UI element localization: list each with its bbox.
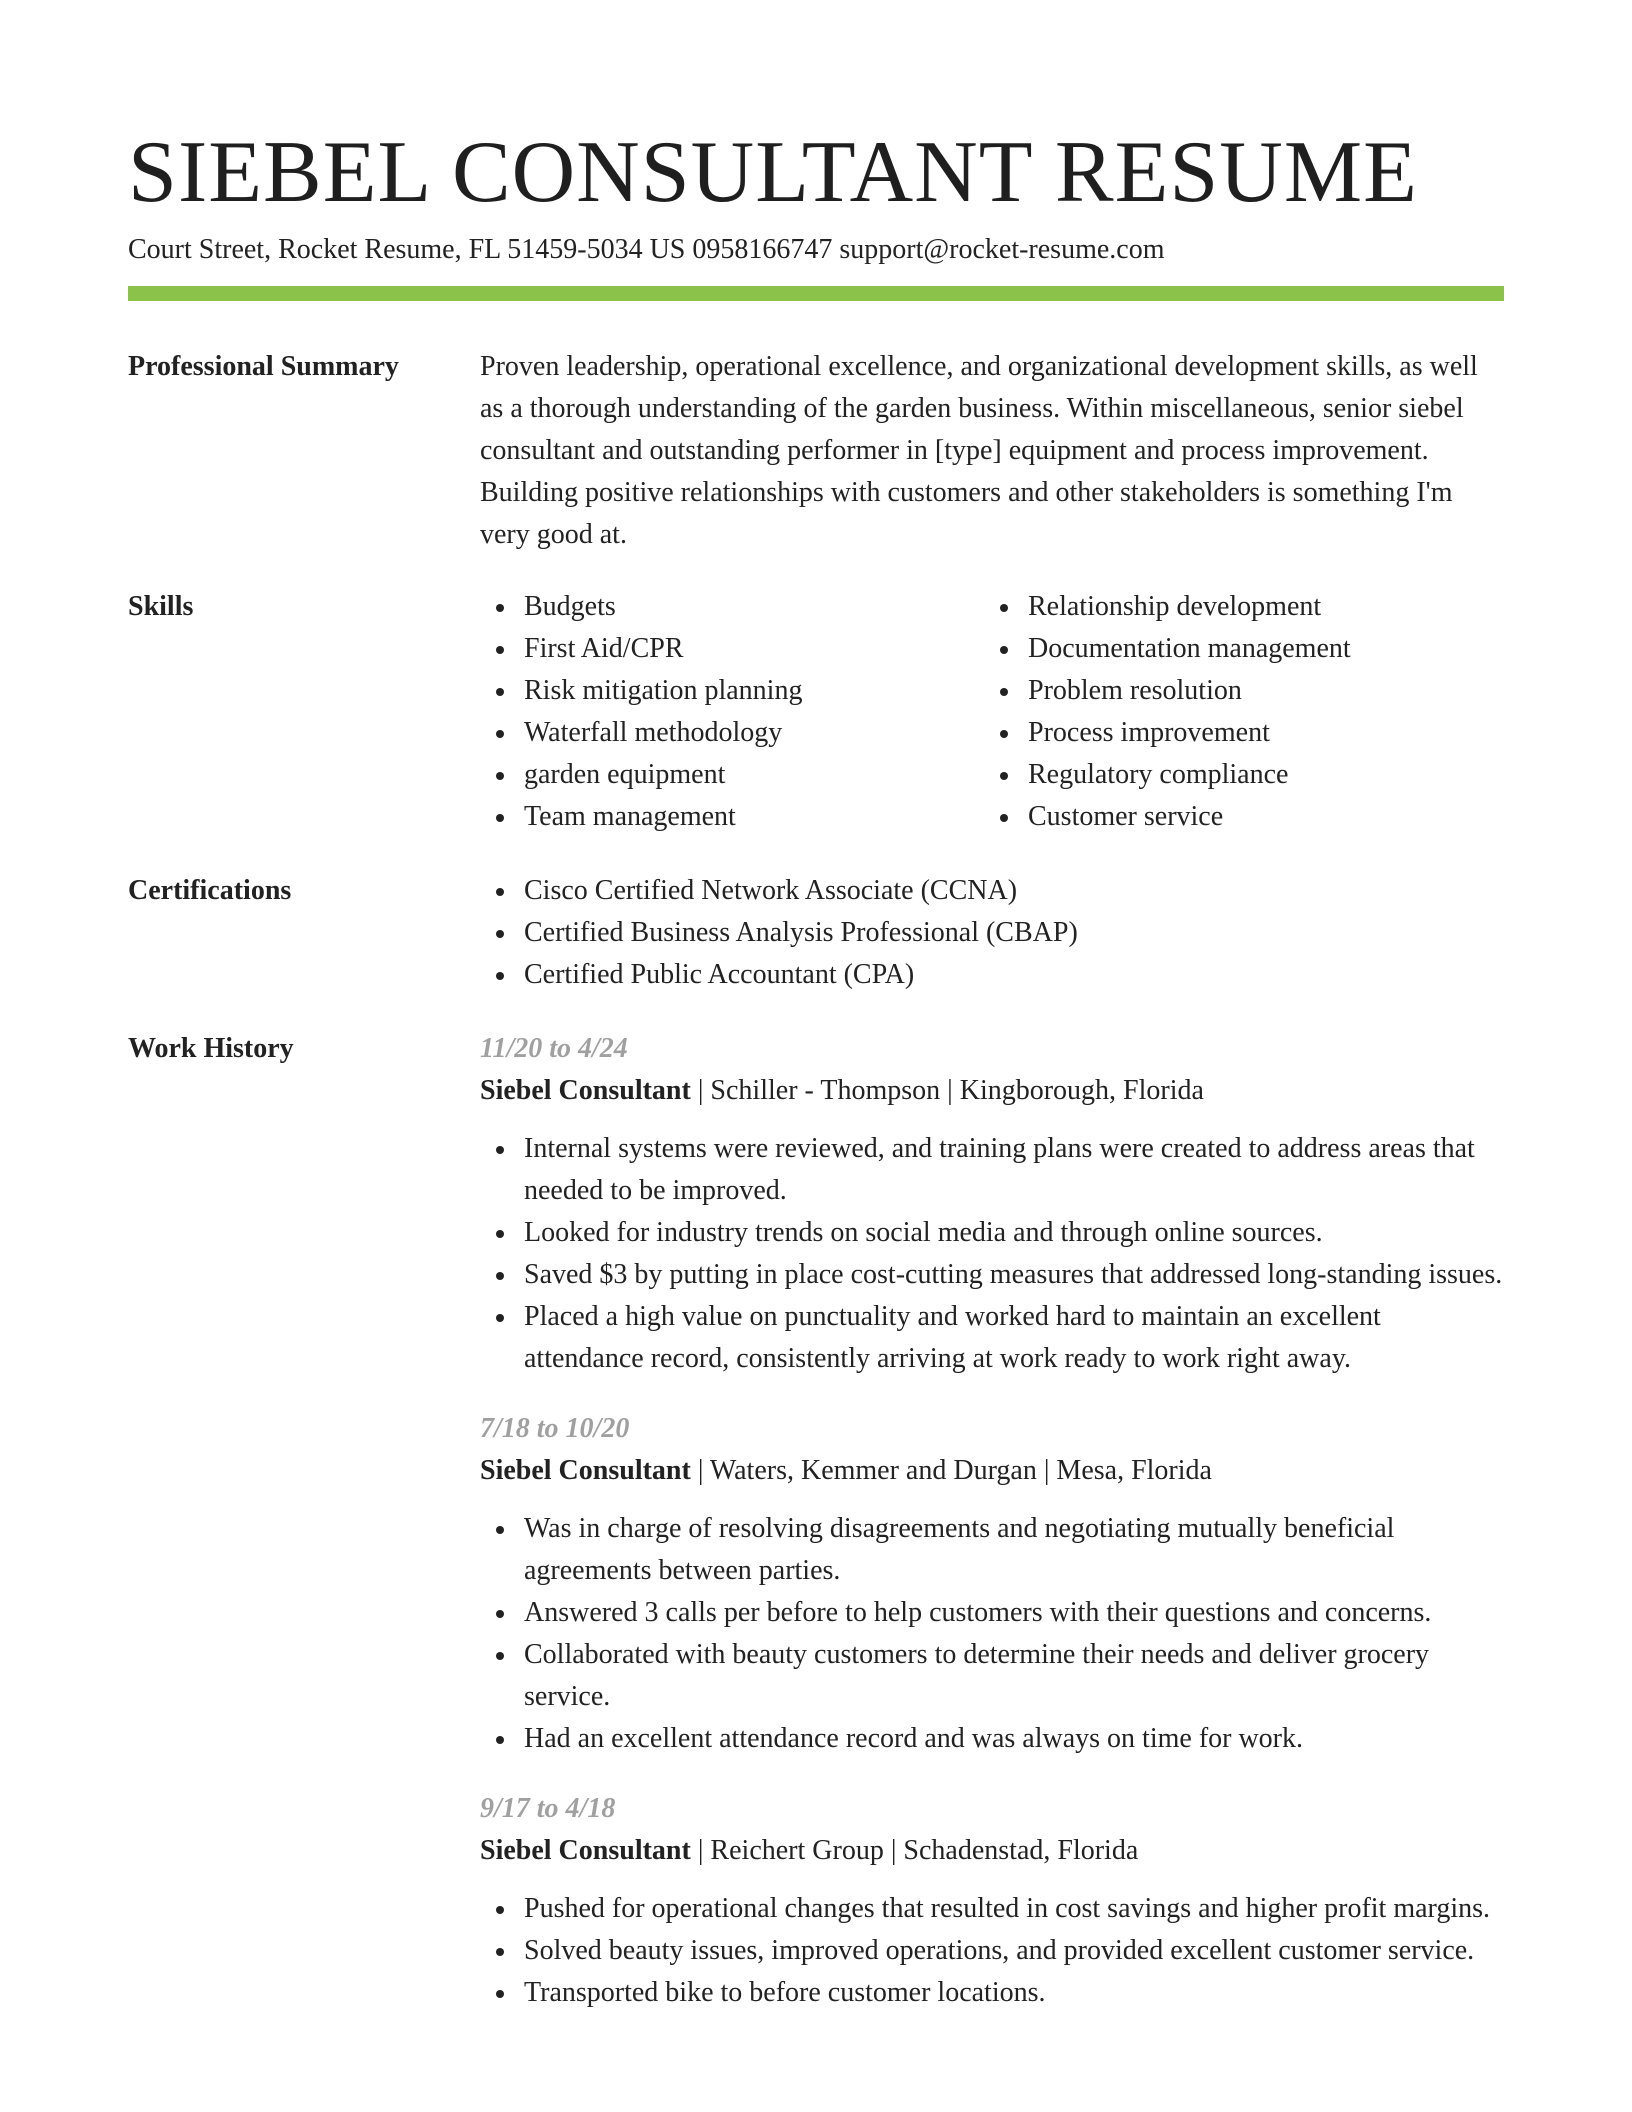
- summary-body: [480, 346, 1504, 556]
- job-bullets: [480, 1128, 1504, 1380]
- job-bullet: Had an excellent attendance record and was always on time for work.: [480, 1718, 1504, 1760]
- skill-item: Regulatory compliance: [984, 754, 1488, 796]
- skill-item: Problem resolution: [984, 670, 1488, 712]
- job-employer-location: | Reichert Group | Schadenstad, Florida: [690, 1835, 1139, 1866]
- job-bullets: [480, 1508, 1504, 1760]
- certification-item: Certified Public Accountant (CPA): [480, 954, 1504, 996]
- job-bullet: Transported bike to before customer locations.: [480, 1972, 1504, 2014]
- certifications-body: [480, 870, 1504, 996]
- skill-item: Risk mitigation planning: [480, 670, 984, 712]
- skill-item: Documentation management: [984, 628, 1488, 670]
- skills-body: [480, 586, 1504, 838]
- contact-info: Court Street, Rocket Resume, FL 51459-5034 US 0958166747 support@rocket-resume.com: [128, 234, 1165, 265]
- skill-item: First Aid/CPR: [480, 628, 984, 670]
- job-bullet: Solved beauty issues, improved operations, and provided excellent customer service.: [480, 1930, 1504, 1972]
- skill-item: Relationship development: [984, 586, 1488, 628]
- job-bullet: Was in charge of resolving disagreements and negotiating mutually beneficial agreements between parties.: [480, 1508, 1504, 1592]
- work-history-body: [480, 1028, 1504, 2042]
- job-employer-location: | Waters, Kemmer and Durgan | Mesa, Florida: [690, 1455, 1212, 1486]
- job-title: Siebel Consultant: [480, 1835, 691, 1866]
- certification-item: Certified Business Analysis Professional (CBAP): [480, 912, 1504, 954]
- skill-item: Budgets: [480, 586, 984, 628]
- job-heading: [480, 1830, 1504, 1872]
- accent-divider: [128, 286, 1504, 301]
- skill-item: Waterfall methodology: [480, 712, 984, 754]
- resume-title: SIEBEL CONSULTANT RESUME: [128, 124, 1418, 221]
- skill-item: Customer service: [984, 796, 1488, 838]
- job-heading: [480, 1070, 1504, 1112]
- certifications-list: [480, 870, 1504, 996]
- skills-heading: Skills: [128, 591, 194, 622]
- summary-text: Proven leadership, operational excellence, and organizational development skills, as well as a thorough understanding of the garden business. Within miscellaneous, senior siebel consultant and outstanding performer in [type] equipment and process improvement. Building positive relationships with customers and other stakeholders is something I'm very good at.: [480, 351, 1478, 550]
- job-bullet: Collaborated with beauty customers to determine their needs and deliver grocery service.: [480, 1634, 1504, 1718]
- job-title: Siebel Consultant: [480, 1455, 691, 1486]
- skills-list-left: [480, 586, 984, 838]
- skills-list-right: [984, 586, 1488, 838]
- job-heading: [480, 1450, 1504, 1492]
- job-bullets: [480, 1888, 1504, 2014]
- summary-heading: Professional Summary: [128, 351, 399, 382]
- job-dates: 9/17 to 4/18: [480, 1793, 616, 1824]
- job-entry: [480, 1408, 1504, 1760]
- skill-item: Process improvement: [984, 712, 1488, 754]
- job-employer-location: | Schiller - Thompson | Kingborough, Florida: [690, 1075, 1204, 1106]
- job-entry: [480, 1028, 1504, 1380]
- job-bullet: Placed a high value on punctuality and worked hard to maintain an excellent attendance record, consistently arriving at work ready to work right away.: [480, 1296, 1504, 1380]
- job-bullet: Pushed for operational changes that resulted in cost savings and higher profit margins.: [480, 1888, 1504, 1930]
- job-title: Siebel Consultant: [480, 1075, 691, 1106]
- job-bullet: Saved $3 by putting in place cost-cutting measures that addressed long-standing issues.: [480, 1254, 1504, 1296]
- job-bullet: Looked for industry trends on social media and through online sources.: [480, 1212, 1504, 1254]
- job-bullet: Answered 3 calls per before to help customers with their questions and concerns.: [480, 1592, 1504, 1634]
- skill-item: garden equipment: [480, 754, 984, 796]
- job-dates: 7/18 to 10/20: [480, 1413, 630, 1444]
- certification-item: Cisco Certified Network Associate (CCNA): [480, 870, 1504, 912]
- work-history-heading: Work History: [128, 1033, 294, 1064]
- job-entry: [480, 1788, 1504, 2014]
- certifications-heading: Certifications: [128, 875, 292, 906]
- job-dates: 11/20 to 4/24: [480, 1033, 628, 1064]
- job-bullet: Internal systems were reviewed, and training plans were created to address areas that needed to be improved.: [480, 1128, 1504, 1212]
- skill-item: Team management: [480, 796, 984, 838]
